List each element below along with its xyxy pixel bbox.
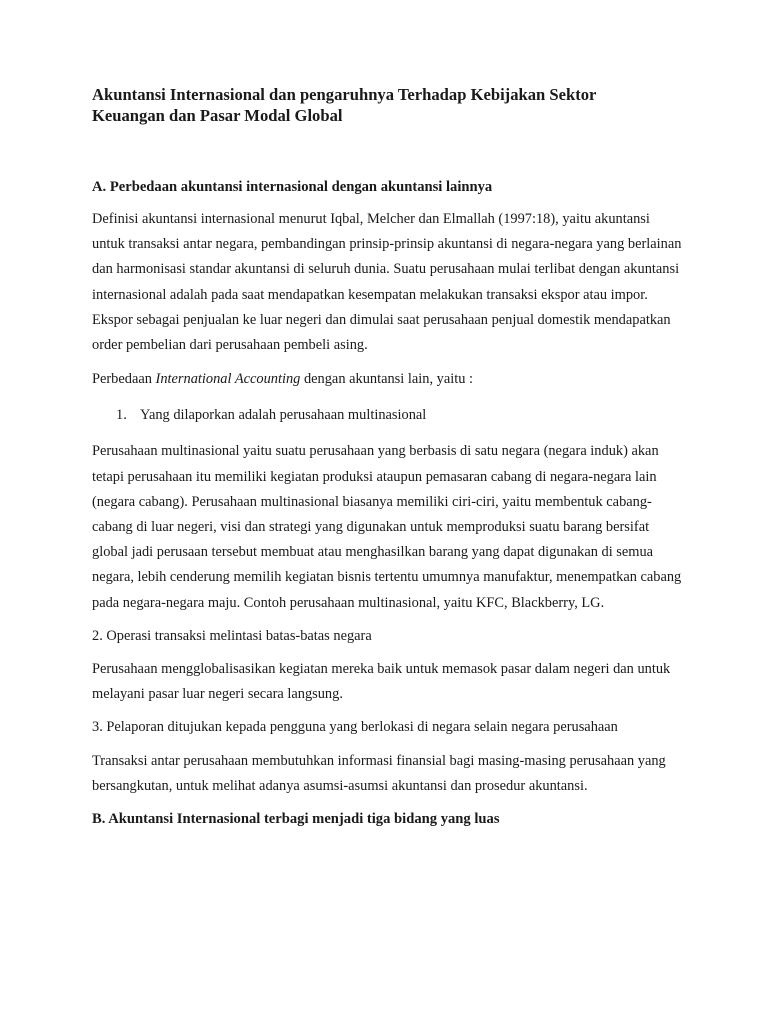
document-title — [92, 84, 682, 126]
item-2-paragraph: Perusahaan mengglobalisasikan kegiatan mereka baik untuk memasok pasar dalam negeri dan untuk melayani pasar luar negeri secara langsung. — [92, 661, 671, 703]
list-item-1-number: 1. — [116, 407, 127, 424]
item-3-paragraph: Transaksi antar perusahaan membutuhkan informasi finansial bagi masing-masing perusahaan yang bersangkutan, untuk melihat adanya asumsi-asumsi akuntansi dan prosedur akuntansi. — [92, 752, 666, 794]
list-item-2: 2. Operasi transaksi melintasi batas-batas negara — [92, 627, 372, 644]
definition-paragraph: Definisi akuntansi internasional menurut Iqbal, Melcher dan Elmallah (1997:18), yaitu akuntansi untuk transaksi antar negara, pembandingan prinsip-prinsip akuntansi di negara-negara yang berlainan dan harmonisasi standar akuntansi di seluruh dunia. Suatu perusahaan mulai terlibat dengan akuntansi internasional adalah pada saat mendapatkan kesempatan melakukan transaksi ekspor atau impor. Ekspor sebagai penjualan ke luar negeri dan dimulai saat perusahaan penjual domestik mendapatkan order pembelian dari perusahaan pembeli asing. — [92, 211, 682, 354]
international-accounting-term: International Accounting — [155, 371, 301, 388]
section-b-heading: B. Akuntansi Internasional terbagi menjadi tiga bidang yang luas — [92, 811, 500, 828]
list-item-1 — [92, 405, 682, 425]
differences-intro — [92, 367, 682, 392]
title-line-2: Keuangan dan Pasar Modal Global — [92, 106, 343, 125]
differences-intro-after: dengan akuntansi lain, yaitu : — [300, 371, 474, 388]
title-line-1: Akuntansi Internasional dan pengaruhnya Terhadap Kebijakan Sektor — [92, 85, 597, 104]
differences-intro-before: Perbedaan — [92, 371, 156, 388]
list-item-1-text: Yang dilaporkan adalah perusahaan multinasional — [140, 407, 427, 424]
item-1-paragraph: Perusahaan multinasional yaitu suatu perusahaan yang berbasis di satu negara (negara induk) akan tetapi perusahaan itu memiliki kegiatan produksi ataupun pemasaran cabang di negara-negara lain (negara cabang). Perusahaan multinasional biasanya memiliki ciri-ciri, yaitu membentuk cabang-cabang di luar negeri, visi dan strategi yang digunakan untuk memproduksi suatu barang bersifat global jadi perusaan tersebut membuat atau menghasilkan barang yang dapat digunakan di semua negara, lebih cenderung memilih kegiatan bisnis tertentu umumnya manufaktur, menempatkan cabang pada negara-negara maju. Contoh perusahaan multinasional, yaitu KFC, Blackberry, LG. — [92, 443, 682, 611]
section-a-heading: A. Perbedaan akuntansi internasional dengan akuntansi lainnya — [92, 179, 493, 195]
list-item-3: 3. Pelaporan ditujukan kepada pengguna yang berlokasi di negara selain negara perusahaan — [92, 719, 618, 736]
document-page — [92, 84, 682, 829]
